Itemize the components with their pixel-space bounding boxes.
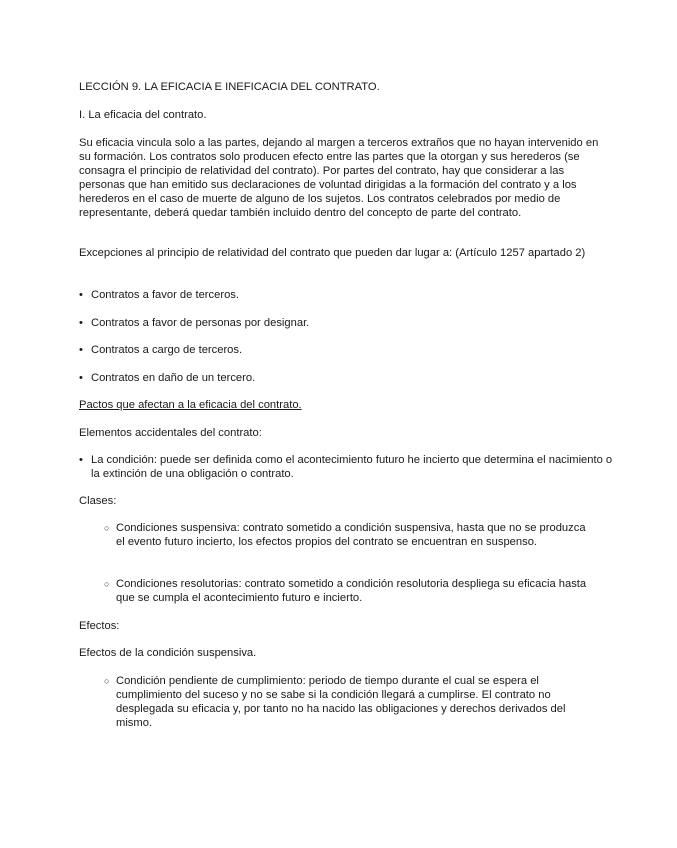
clase-item [104,521,596,549]
efecto-item [104,674,596,730]
clases-heading: Clases: [79,495,117,507]
sub-bullet-mark: ○ [104,579,110,589]
elementos-heading: Elementos accidentales del contrato: [79,427,262,439]
efecto-text: Condición pendiente de cumplimiento: periodo de tiempo durante el cual se espera el cumplimiento del suceso y no se sabe si la condición llegará a cumplirse. El contrato no desplegada su eficacia y, por tanto no ha nacido las obligaciones y derechos derivados del mismo. [116,675,566,729]
exception-text: Contratos a favor de personas por designar. [91,317,310,329]
exception-item [79,371,616,385]
bullet-mark: • [79,344,83,356]
efectos-suspensiva-heading: Efectos de la condición suspensiva. [79,647,257,659]
sub-bullet-mark: ○ [104,523,110,533]
clase-text: Condiciones suspensiva: contrato sometido a condición suspensiva, hasta que no se produzca el evento futuro incierto, los efectos propios del contrato se encuentran en suspenso. [116,522,586,548]
bullet-mark: • [79,454,83,466]
bullet-mark: • [79,372,83,384]
efectos-heading: Efectos: [79,620,120,632]
bullet-mark: • [79,289,83,301]
section-heading: I. La eficacia del contrato. [79,109,207,121]
pactos-heading: Pactos que afectan a la eficacia del contrato. [79,399,302,411]
exception-text: Contratos en daño de un tercero. [91,372,256,384]
lesson-title: LECCIÓN 9. LA EFICACIA E INEFICACIA DEL CONTRATO. [79,81,380,93]
exceptions-intro: Excepciones al principio de relatividad del contrato que pueden dar lugar a: (Artículo 1257 apartado 2) [79,247,586,259]
exception-item [79,316,616,330]
exception-text: Contratos a favor de terceros. [91,289,239,301]
exception-item [79,288,616,302]
condicion-item [79,453,616,481]
exception-text: Contratos a cargo de terceros. [91,344,243,356]
bullet-mark: • [79,317,83,329]
intro-paragraph: Su eficacia vincula solo a las partes, dejando al margen a terceros extraños que no hayan intervenido en su formación. Los contratos solo producen efecto entre las partes que la otorgan y sus herederos (se consagra el principio de relatividad del contrato). Por partes del contrato, hay que considerar a las personas que han emitido sus declaraciones de voluntad dirigidas a la formación del contrato y a los herederos en el caso de muerte de alguno de los sujetos. Los contratos celebrados por medio de representante, deberá quedar también incluido dentro del concepto de parte del contrato. [79,137,599,219]
clase-text: Condiciones resolutorias: contrato sometido a condición resolutoria despliega su eficacia hasta que se cumpla el acontecimiento futuro e incierto. [116,578,587,604]
clase-item [104,577,596,605]
sub-bullet-mark: ○ [104,676,110,686]
condicion-text: La condición: puede ser definida como el acontecimiento futuro he incierto que determina el nacimiento o la extinción de una obligación o contrato. [91,454,613,480]
exception-item [79,343,616,357]
